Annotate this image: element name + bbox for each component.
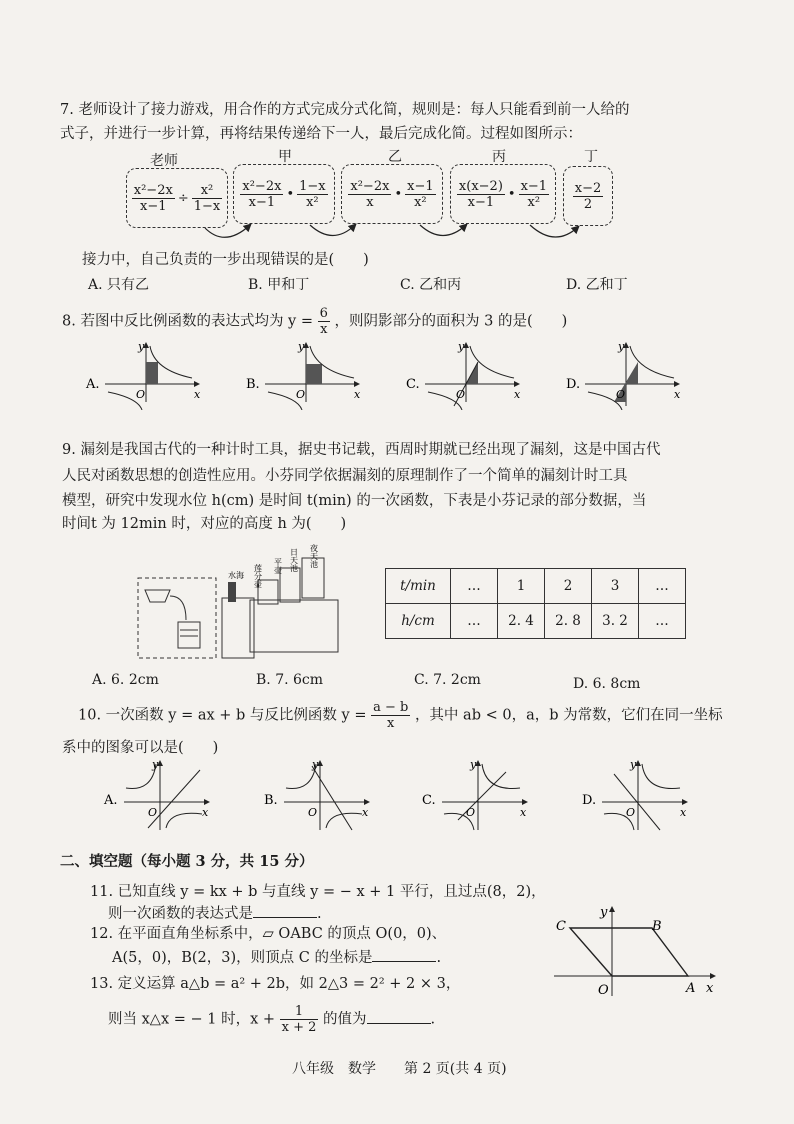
relay-arrow-3 xyxy=(420,225,466,236)
expr-box-jia: $\frac{\text{x²−2x}}{x-1}$ • $\frac{1-x}{\text{x²}}$ xyxy=(233,164,335,224)
svg-text:O: O xyxy=(308,806,318,819)
q9-data-table xyxy=(385,568,686,639)
svg-text:D.: D. xyxy=(582,793,597,808)
svg-text:x: x xyxy=(520,806,527,819)
water-clock-illustration xyxy=(130,540,360,665)
q7-question: 接力中，自己负责的一步出现错误的是( ) xyxy=(82,252,369,268)
q11-line1: 11. 已知直线 y = kx + b 与直线 y = − x + 1 平行，且过点(8，2)， xyxy=(90,884,546,900)
svg-text:B.: B. xyxy=(264,793,278,808)
q8-graph-a xyxy=(85,340,201,410)
q7-line1: 7. 老师设计了接力游戏，用合作的方式完成分式化简，规则是：每人只能看到前一人给的 xyxy=(60,102,630,118)
q11-answer-blank[interactable] xyxy=(253,917,317,918)
q11-line2: 则一次函数的表达式是 . xyxy=(108,906,322,922)
svg-text:x: x xyxy=(706,981,714,996)
q9-line2: 人民对函数思想的创造性应用。小芬同学依据漏刻的原理制作了一个简单的漏刻计时工具 xyxy=(62,468,628,484)
q9-line1: 9. 漏刻是我国古代的一种计时工具，据史书记载，西周时期就已经出现了漏刻，这是中国古代 xyxy=(62,442,661,458)
svg-text:x: x xyxy=(680,806,687,819)
q10-graph-a xyxy=(103,758,209,830)
q10-graph-b xyxy=(264,758,369,830)
svg-text:y: y xyxy=(312,758,319,771)
expr-box-ding: $\frac{x-2}{2}$ xyxy=(563,166,613,226)
svg-text:y: y xyxy=(138,340,145,353)
svg-text:夜天池: 夜天池 xyxy=(309,544,319,568)
q10-stem: 10. 一次函数 y = ax + b 与反比例函数 y = $\frac{a - b}{x}$ ，其中 ab < 0，a，b 为常数，它们在同一坐标 xyxy=(78,700,723,731)
q7-option-d[interactable]: D. 乙和丁 xyxy=(566,277,628,293)
svg-text:x: x xyxy=(362,806,369,819)
svg-text:莲分壶: 莲分壶 xyxy=(253,564,263,588)
q8-graphs xyxy=(80,340,720,410)
svg-text:O: O xyxy=(296,388,306,401)
q8-label-d: D. xyxy=(566,377,581,392)
q13-line1: 13. 定义运算 a△b = a² + 2b，如 2△3 = 2² + 2 × 3， xyxy=(90,976,461,992)
q13-line2: 则当 x△x = − 1 时，x + $\frac{1}{x + 2}$ 的值为 . xyxy=(108,1004,436,1035)
q8-label-c: C. xyxy=(406,377,420,392)
q7-option-b[interactable]: B. 甲和丁 xyxy=(248,277,310,293)
q9-line3: 模型，研究中发现水位 h(cm) 是时间 t(min) 的一次函数，下表是小芬记录的部分数据，当 xyxy=(62,493,647,509)
label-yi: 乙 xyxy=(388,149,402,165)
vertex-b-label: B xyxy=(652,919,662,934)
q7-option-a[interactable]: A. 只有乙 xyxy=(88,277,150,293)
table-row: h/cm … 2. 4 2. 8 3. 2 … xyxy=(386,604,686,639)
q10-graph-d xyxy=(582,758,687,830)
q8-stem: 8. 若图中反比例函数的表达式均为 y = $\frac{6}{x}$ ，则阴影部分的面积为 3 的是( ) xyxy=(62,306,568,337)
relay-arrow-2 xyxy=(310,225,355,236)
relay-arrow-4 xyxy=(530,225,578,237)
q12-line2: A(5，0)，B(2，3)，则顶点 C 的坐标是 . xyxy=(112,950,442,966)
svg-text:A.: A. xyxy=(104,793,118,808)
q8-label-a: A. xyxy=(86,377,100,392)
svg-text:O: O xyxy=(626,806,636,819)
q7-option-c[interactable]: C. 乙和丙 xyxy=(400,277,462,293)
svg-text:x: x xyxy=(354,388,361,401)
q7-line2: 式子，并进行一步计算，再将结果传递给下一人，最后完成化简。过程如图所示： xyxy=(60,126,582,142)
q9-option-d[interactable]: D. 6. 8cm xyxy=(573,676,641,692)
q8-graph-b xyxy=(246,340,361,410)
q9-option-b[interactable]: B. 7. 6cm xyxy=(256,672,324,688)
label-ding: 丁 xyxy=(584,149,598,165)
q8-label-b: B. xyxy=(246,377,260,392)
svg-text:x: x xyxy=(194,388,201,401)
relay-arrows xyxy=(0,0,794,260)
q10-graphs xyxy=(100,758,740,834)
q8-graph-c xyxy=(406,340,521,410)
svg-text:y: y xyxy=(298,340,305,353)
svg-text:y: y xyxy=(458,340,465,353)
q10-graph-c xyxy=(422,758,527,830)
label-bing: 丙 xyxy=(492,149,506,165)
q9-line4: 时间t 为 12min 时，对应的高度 h 为( ) xyxy=(62,516,347,532)
svg-text:x: x xyxy=(674,388,681,401)
q9-option-c[interactable]: C. 7. 2cm xyxy=(414,672,481,688)
svg-text:y: y xyxy=(470,758,477,771)
svg-text:y: y xyxy=(630,758,637,771)
svg-text:O: O xyxy=(148,806,158,819)
q10-line2: 系中的图象可以是( ) xyxy=(62,740,219,756)
table-row: t/min … 1 2 3 … xyxy=(386,569,686,604)
svg-text:x: x xyxy=(514,388,521,401)
q9-option-a[interactable]: A. 6. 2cm xyxy=(92,672,159,688)
relay-arrow-1 xyxy=(205,225,250,237)
q12-answer-blank[interactable] xyxy=(372,961,436,962)
parallelogram-figure xyxy=(548,900,728,1000)
vertex-o-label: O xyxy=(598,983,609,998)
vertex-c-label: C xyxy=(556,919,566,934)
svg-text:O: O xyxy=(466,806,476,819)
svg-text:O: O xyxy=(136,388,146,401)
svg-text:O: O xyxy=(616,388,626,401)
svg-text:y: y xyxy=(618,340,625,353)
page-footer: 八年级 数学 第 2 页(共 4 页) xyxy=(292,1061,507,1077)
q8-graph-d xyxy=(566,340,681,410)
svg-text:y: y xyxy=(600,905,608,920)
label-teacher: 老师 xyxy=(150,153,178,169)
svg-text:C.: C. xyxy=(422,793,436,808)
svg-text:y: y xyxy=(152,758,159,771)
expr-box-teacher: $\frac{\text{x²−2x}}{x-1}$ ÷ $\frac{\text{x²}}{1-x}$ xyxy=(126,168,228,228)
vertex-a-label: A xyxy=(686,981,696,996)
expr-box-yi: $\frac{\text{x²−2x}}{x}$ • $\frac{x-1}{\text{x²}}$ xyxy=(341,164,443,224)
svg-text:O: O xyxy=(456,388,466,401)
svg-text:平壶: 平壶 xyxy=(273,558,283,574)
q12-line1: 12. 在平面直角坐标系中，▱ OABC 的顶点 O(0，0)、 xyxy=(90,926,447,942)
section2-title: 二、填空题（每小题 3 分，共 15 分） xyxy=(60,853,314,870)
expr-box-bing: $\frac{x(x-2)}{x-1}$ • $\frac{x-1}{\text{x²}}$ xyxy=(450,164,556,224)
svg-text:水海: 水海 xyxy=(228,571,244,580)
label-jia: 甲 xyxy=(278,149,292,165)
svg-text:x: x xyxy=(202,806,209,819)
q13-answer-blank[interactable] xyxy=(367,1023,431,1024)
svg-text:日天池: 日天池 xyxy=(289,548,299,572)
